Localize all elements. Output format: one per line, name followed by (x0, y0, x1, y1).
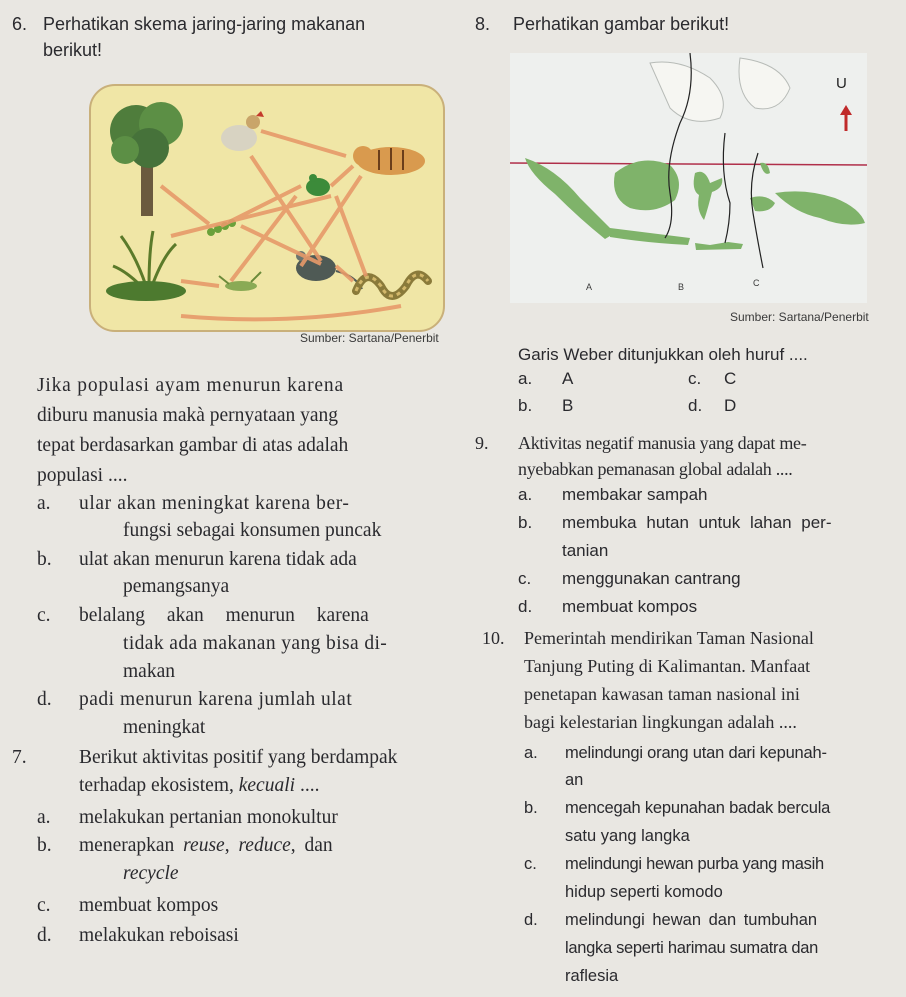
question-8-stem: Garis Weber ditunjukkan oleh huruf .... (518, 345, 808, 364)
question-9-option-a-letter: a. (518, 485, 533, 504)
question-10-option-a-cont: an (565, 771, 584, 789)
question-10-option-d-cont-2: raflesia (565, 967, 619, 985)
line-b (723, 133, 730, 243)
line-b-label: B (678, 282, 685, 292)
question-8-option-a: A (562, 369, 574, 388)
question-9-stem-line-1: Aktivitas negatif manusia yang dapat me- (518, 433, 807, 453)
question-9-option-c: menggunakan cantrang (562, 569, 741, 588)
question-6-stem-line-1: Jika populasi ayam menurun karena (37, 375, 344, 396)
question-7-option-d: melakukan reboisasi (79, 925, 239, 946)
question-10-stem-line-3: penetapan kawasan taman nasional ini (524, 684, 800, 704)
question-10-option-b-cont: satu yang langka (565, 827, 690, 845)
question-10-option-a-letter: a. (524, 744, 538, 762)
tree-icon (110, 102, 183, 216)
question-9-option-b: membuka hutan untuk lahan per- (562, 513, 832, 532)
question-6-option-c-cont: tidak ada makanan yang bisa di- (123, 633, 388, 654)
question-7-option-d-letter: d. (37, 925, 52, 946)
question-10-option-d-cont: langka seperti harimau sumatra dan (565, 939, 819, 957)
question-6-option-d-cont: meningkat (123, 717, 206, 738)
question-9-option-b-letter: b. (518, 513, 533, 532)
question-9-option-c-letter: c. (518, 569, 532, 588)
line-c-label: C (753, 278, 760, 288)
question-10-option-b-letter: b. (524, 799, 538, 817)
question-7-option-b-cont: recycle (123, 863, 179, 884)
question-7-option-b: menerapkan reuse, reduce, dan (79, 835, 333, 856)
frog-icon (306, 174, 330, 196)
rice-plant-icon (113, 231, 176, 286)
question-10-option-a: melindungi orang utan dari kepunah- (565, 744, 827, 762)
question-9-option-d: membuat kompos (562, 597, 698, 616)
indonesia-map (510, 53, 867, 303)
line-a-label: A (586, 282, 593, 292)
question-7-number: 7. (12, 747, 27, 768)
north-arrow-icon (840, 105, 852, 131)
snake-icon (356, 275, 428, 296)
question-8-option-b-letter: b. (518, 396, 533, 415)
question-7-stem-line-2: terhadap ekosistem, kecuali .... (79, 775, 320, 796)
question-8-option-d-letter: d. (688, 396, 703, 415)
question-7-option-b-letter: b. (37, 835, 52, 856)
question-8-option-a-letter: a. (518, 369, 533, 388)
question-8-title: Perhatikan gambar berikut! (513, 14, 730, 34)
question-6-title-cont: berikut! (43, 40, 103, 60)
question-10-stem-line-1: Pemerintah mendirikan Taman Nasional (524, 628, 814, 648)
north-label: U (836, 75, 847, 92)
question-8-option-b: B (562, 396, 574, 415)
question-10-option-d: melindungi hewan dan tumbuhan (565, 911, 818, 929)
question-6-option-c-letter: c. (37, 605, 51, 626)
question-10-option-b: mencegah kepunahan badak bercula (565, 799, 831, 817)
question-7-option-a: melakukan pertanian monokultur (79, 807, 338, 828)
question-6-option-c-cont-2: makan (123, 661, 175, 682)
question-6-option-b-letter: b. (37, 549, 52, 570)
question-6-number: 6. (12, 14, 28, 34)
question-7-option-a-letter: a. (37, 807, 51, 828)
question-9-stem-line-2: nyebabkan pemanasan global adalah .... (518, 459, 793, 479)
map-source: Sumber: Sartana/Penerbit (730, 310, 869, 324)
equator-line (510, 163, 867, 165)
question-8-number: 8. (475, 14, 491, 34)
question-6-stem-line-3: tepat berdasarkan gambar di atas adalah (37, 435, 349, 456)
question-6-option-c: belalang akan menurun karena (79, 605, 369, 626)
question-8-option-d: D (724, 396, 737, 415)
question-10-stem-line-4: bagi kelestarian lingkungan adalah .... (524, 712, 797, 732)
islands (525, 158, 865, 250)
food-web-diagram (91, 86, 443, 330)
indonesia-map-drawing (510, 53, 867, 303)
question-6-title: Perhatikan skema jaring-jaring makanan (43, 14, 366, 34)
question-10-option-d-letter: d. (524, 911, 538, 929)
question-10-stem-line-2: Tanjung Puting di Kalimantan. Manfaat (524, 656, 811, 676)
food-web-source: Sumber: Sartana/Penerbit (300, 331, 439, 345)
question-9-option-a: membakar sampah (562, 485, 708, 504)
grasshopper-icon (219, 272, 261, 291)
question-6-option-a-cont: fungsi sebagai konsumen puncak (123, 520, 382, 541)
question-6-option-a-letter: a. (37, 493, 51, 514)
question-6-option-d-letter: d. (37, 689, 52, 710)
question-6-stem-line-2: diburu manusia makà pernyataan yang (37, 405, 339, 426)
question-9-option-b-cont: tanian (562, 541, 609, 560)
question-10-option-c-letter: c. (524, 855, 537, 873)
question-10-option-c-cont: hidup seperti komodo (565, 883, 723, 901)
question-10-number: 10. (482, 628, 505, 648)
question-7-stem-line-1: Berikut aktivitas positif yang berdampak (79, 747, 398, 768)
question-7-option-c: membuat kompos (79, 895, 219, 916)
question-9-number: 9. (475, 433, 489, 453)
question-7-option-c-letter: c. (37, 895, 51, 916)
question-9-option-d-letter: d. (518, 597, 533, 616)
question-8-option-c: C (724, 369, 737, 388)
question-6-stem-line-4: populasi .... (37, 465, 128, 486)
question-8-option-c-letter: c. (688, 369, 702, 388)
question-6-option-b-cont: pemangsanya (123, 576, 230, 597)
question-6-option-a: ular akan meningkat karena ber- (79, 493, 350, 514)
question-6-option-b: ulat akan menurun karena tidak ada (79, 549, 357, 570)
question-6-option-d: padi menurun karena jumlah ulat (79, 689, 353, 710)
food-web-illustration (89, 84, 445, 332)
chicken-icon (221, 111, 264, 151)
tiger-icon (353, 146, 425, 175)
question-10-option-c: melindungi hewan purba yang masih (565, 855, 824, 873)
